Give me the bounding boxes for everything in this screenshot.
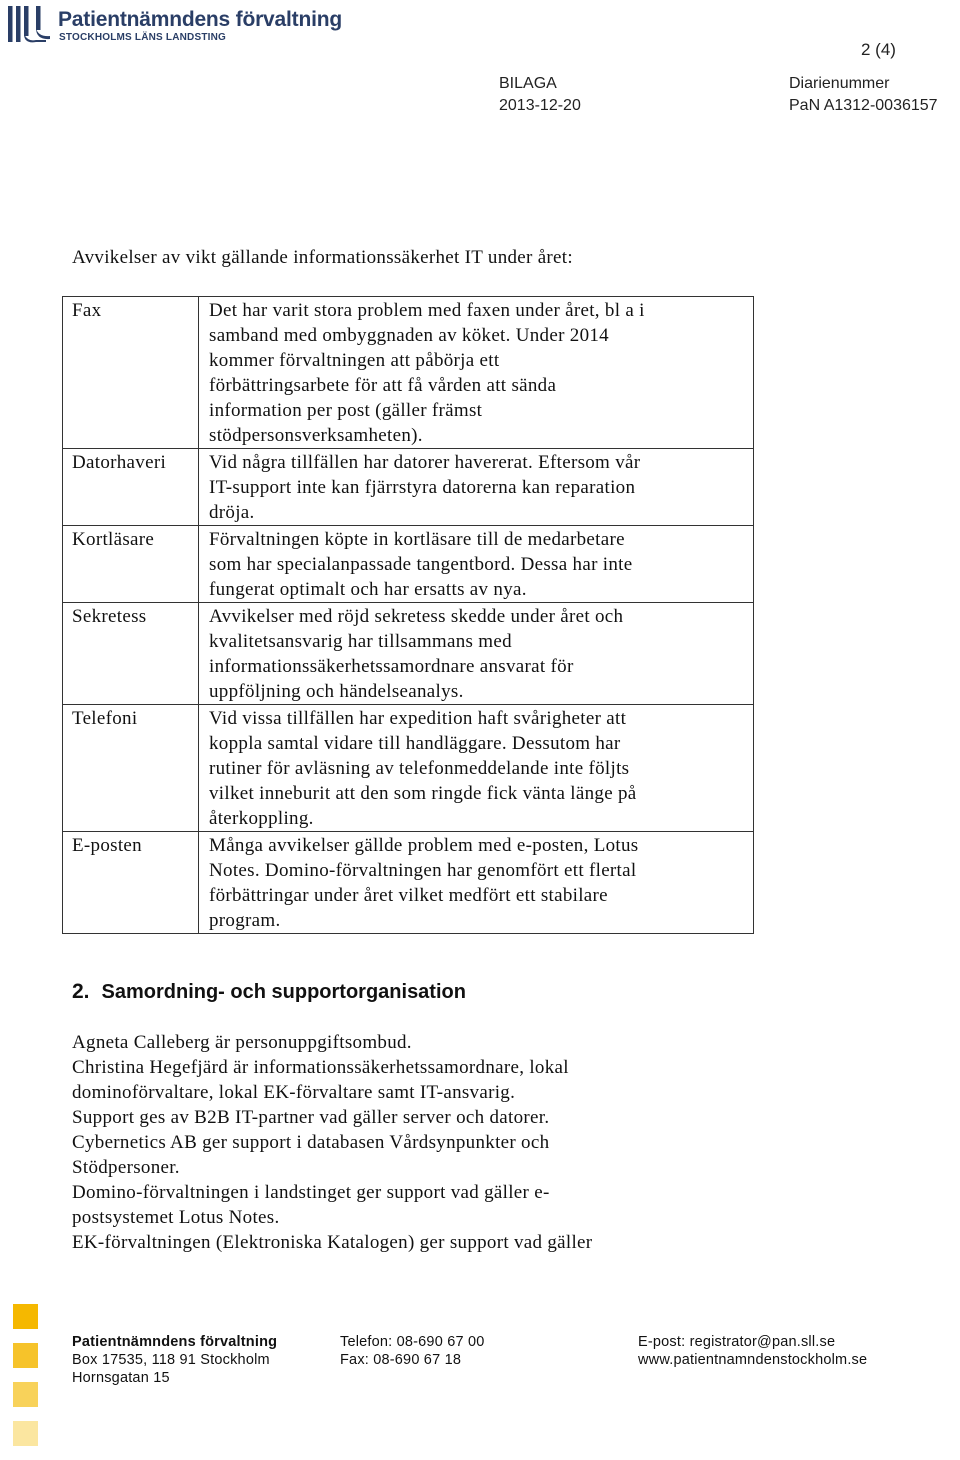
page-number: 2 (4) — [861, 40, 896, 59]
section-heading — [72, 980, 466, 1004]
description-line: Förvaltningen köpte in kortläsare till de medarbetare — [209, 529, 625, 550]
description-line: förbättringar under året vilket medfört ett stabilare — [209, 885, 608, 906]
logo-org-name: Patientnämndens förvaltning — [58, 8, 342, 31]
description-line: Vid några tillfällen har datorer havererat. Eftersom vår — [209, 452, 641, 473]
sll-logo-icon — [6, 4, 52, 44]
row-category: E-posten — [63, 832, 199, 934]
row-description — [199, 705, 754, 832]
row-category: Sekretess — [63, 603, 199, 705]
table-row — [63, 832, 754, 934]
table-row — [63, 526, 754, 603]
section-title: Samordning- och supportorganisation — [101, 981, 466, 1003]
description-line: kommer förvaltningen att påbörja ett — [209, 350, 500, 371]
footer-square — [13, 1304, 38, 1329]
description-line: IT-support inte kan fjärrstyra datorerna kan reparation — [209, 477, 636, 498]
description-line: program. — [209, 910, 281, 931]
bilaga-label: BILAGA — [499, 75, 557, 92]
body-line: postsystemet Lotus Notes. — [72, 1207, 280, 1228]
body-line: Stödpersoner. — [72, 1157, 180, 1178]
row-category: Telefoni — [63, 705, 199, 832]
body-line: Domino-förvaltningen i landstinget ger support vad gäller e- — [72, 1182, 550, 1203]
description-line: vilket inneburit att den som ringde fick vänta länge på — [209, 783, 637, 804]
row-category: Kortläsare — [63, 526, 199, 603]
footer-box: Box 17535, 118 91 Stockholm — [72, 1352, 270, 1368]
description-line: som har specialanpassade tangentbord. Dessa har inte — [209, 554, 633, 575]
footer-street: Hornsgatan 15 — [72, 1370, 170, 1386]
row-description — [199, 297, 754, 449]
description-line: Avvikelser med röjd sekretess skedde under året och — [209, 606, 624, 627]
body-line: EK-förvaltningen (Elektroniska Katalogen) ger support vad gäller — [72, 1232, 593, 1253]
logo-org-sub: STOCKHOLMS LÄNS LANDSTING — [59, 32, 227, 43]
footer-org-name: Patientnämndens förvaltning — [72, 1334, 278, 1350]
footer-email[interactable]: E-post: registrator@pan.sll.se — [638, 1334, 836, 1350]
footer-square — [13, 1343, 38, 1368]
diarie-label: Diarienummer — [789, 75, 890, 92]
row-description — [199, 832, 754, 934]
row-category: Datorhaveri — [63, 449, 199, 526]
body-line: Support ges av B2B IT-partner vad gäller server och datorer. — [72, 1107, 550, 1128]
row-description — [199, 526, 754, 603]
footer-fax: Fax: 08-690 67 18 — [340, 1352, 462, 1368]
table-row — [63, 603, 754, 705]
footer-square — [13, 1382, 38, 1407]
row-description — [199, 449, 754, 526]
description-line: Vid vissa tillfällen har expedition haft svårigheter att — [209, 708, 627, 729]
description-line: samband med ombyggnaden av köket. Under 2014 — [209, 325, 609, 346]
body-line: Agneta Calleberg är personuppgiftsombud. — [72, 1032, 412, 1053]
description-line: stödpersonsverksamheten). — [209, 425, 423, 446]
diarie-number: PaN A1312-0036157 — [789, 97, 938, 114]
description-line: koppla samtal vidare till handläggare. Dessutom har — [209, 733, 621, 754]
footer-decoration — [13, 1304, 39, 1460]
footer-org — [72, 1334, 277, 1350]
description-line: informationssäkerhetssamordnare ansvarat för — [209, 656, 574, 677]
footer-web[interactable]: www.patientnamndenstockholm.se — [638, 1352, 868, 1368]
table-row — [63, 705, 754, 832]
table-row — [63, 297, 754, 449]
description-line: förbättringsarbete för att få vården att sända — [209, 375, 557, 396]
body-line: dominoförvaltare, lokal EK-förvaltare samt IT-ansvarig. — [72, 1082, 516, 1103]
description-line: rutiner för avläsning av telefonmeddelande inte följts — [209, 758, 630, 779]
row-description — [199, 603, 754, 705]
table-row — [63, 449, 754, 526]
description-line: kvalitetsansvarig har tillsammans med — [209, 631, 512, 652]
intro-text: Avvikelser av vikt gällande informationssäkerhet IT under året: — [72, 247, 573, 268]
deviations-table — [62, 296, 754, 934]
description-line: fungerat optimalt och har ersatts av nya. — [209, 579, 527, 600]
document-date: 2013-12-20 — [499, 97, 581, 114]
description-line: information per post (gäller främst — [209, 400, 483, 421]
body-line: Christina Hegefjärd är informationssäkerhetssamordnare, lokal — [72, 1057, 569, 1078]
footer-square — [13, 1421, 38, 1446]
footer-phone: Telefon: 08-690 67 00 — [340, 1334, 485, 1350]
description-line: Det har varit stora problem med faxen under året, bl a i — [209, 300, 645, 321]
description-line: uppföljning och händelseanalys. — [209, 681, 464, 702]
row-category: Fax — [63, 297, 199, 449]
description-line: Många avvikelser gällde problem med e-posten, Lotus — [209, 835, 639, 856]
logo — [6, 4, 346, 46]
section-number: 2. — [72, 980, 90, 1003]
description-line: Notes. Domino-förvaltningen har genomfört ett flertal — [209, 860, 637, 881]
description-line: återkoppling. — [209, 808, 314, 829]
description-line: dröja. — [209, 502, 255, 523]
body-line: Cybernetics AB ger support i databasen Vårdsynpunkter och — [72, 1132, 550, 1153]
section-body — [72, 1030, 712, 1255]
